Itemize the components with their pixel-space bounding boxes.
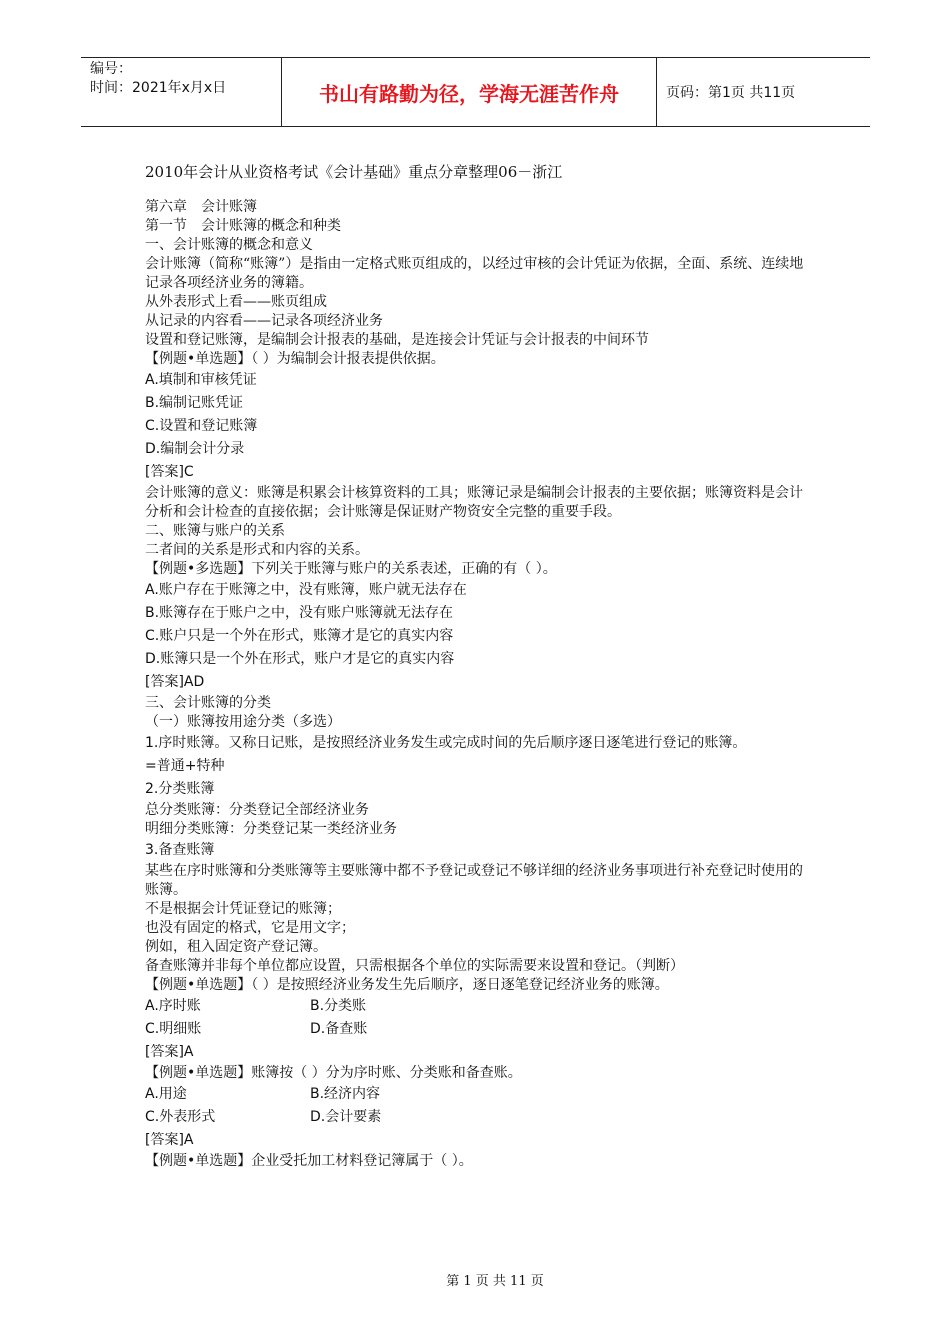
paragraph: 从外表形式上看——账页组成 [145,294,327,310]
option: C.设置和登记账簿 [145,418,258,434]
subsection-heading: 一、会计账簿的概念和意义 [145,237,313,253]
question: 【例题•单选题】账簿按（ ）分为序时账、分类账和备查账。 [145,1065,522,1081]
answer: [答案]A [145,1044,194,1060]
header-page-info: 页码：第1页 共11页 [666,85,796,101]
option: B.经济内容 [310,1086,381,1102]
document-time-label: 时间：2021年x月x日 [90,80,227,96]
paragraph: 会计账簿（简称“账簿”）是指由一定格式账页组成的，以经过审核的会计凭证为依据，全面、系统、连续地记录各项经济业务的簿籍。 [145,256,804,291]
paragraph: =普通+特种 [145,758,225,774]
option-row [145,1083,810,1106]
paragraph: 某些在序时账簿和分类账簿等主要账簿中都不予登记或登记不够详细的经济业务事项进行补充登记时使用的账簿。 [145,863,803,898]
document-number-label: 编号： [90,61,132,77]
header-meta [90,60,226,98]
question: 【例题•单选题】（ ）为编制会计报表提供依据。 [145,351,445,367]
option: D.编制会计分录 [145,441,245,457]
document-title: 2010年会计从业资格考试《会计基础》重点分章整理06－浙江 [145,163,563,181]
option: A.填制和审核凭证 [145,372,257,388]
subsection-heading: 二、账簿与账户的关系 [145,523,285,539]
paragraph: 设置和登记账簿，是编制会计报表的基础，是连接会计凭证与会计报表的中间环节 [145,332,649,348]
question: 【例题•多选题】下列关于账簿与账户的关系表述，正确的有（ ）。 [145,561,557,577]
paragraph: 3.备查账簿 [145,842,215,858]
answer: [答案]AD [145,674,205,690]
option: D.账簿只是一个外在形式，账户才是它的真实内容 [145,651,455,667]
paragraph: 例如，租入固定资产登记簿。 [145,939,327,955]
paragraph: 也没有固定的格式，它是用文字； [145,920,355,936]
option: A.用途 [145,1086,187,1102]
answer: [答案]A [145,1132,194,1148]
header-divider [656,58,657,126]
option: D.备查账 [310,1021,368,1037]
option: B.账簿存在于账户之中，没有账户账簿就无法存在 [145,605,454,621]
option-row [145,1106,810,1129]
option: D.会计要素 [310,1109,382,1125]
paragraph: 从记录的内容看——记录各项经济业务 [145,313,383,329]
question: 【例题•单选题】（ ）是按照经济业务发生先后顺序，逐日逐笔登记经济业务的账簿。 [145,977,669,993]
section-heading: 第一节 会计账簿的概念和种类 [145,218,341,234]
page-footer: 第 1 页 共 11 页 [446,1274,544,1289]
paragraph: 2.分类账簿 [145,781,215,797]
paragraph: 备查账簿并非每个单位都应设置，只需根据各个单位的实际需要来设置和登记。（判断） [145,958,684,974]
paragraph: 总分类账簿：分类登记全部经济业务 [145,802,369,818]
subsection-heading: （一）账簿按用途分类（多选） [145,714,341,730]
question: 【例题•单选题】企业受托加工材料登记簿属于（ ）。 [145,1153,473,1169]
option: B.分类账 [310,998,367,1014]
paragraph: 会计账簿的意义：账簿是积累会计核算资料的工具；账簿记录是编制会计报表的主要依据；账簿资料是会计分析和会计检查的直接依据；会计账簿是保证财产物资安全完整的重要手段。 [145,485,803,520]
option: C.外表形式 [145,1109,216,1125]
chapter-heading: 第六章 会计账簿 [145,199,257,215]
option: C.明细账 [145,1021,202,1037]
option: C.账户只是一个外在形式，账簿才是它的真实内容 [145,628,454,644]
paragraph: 二者间的关系是形式和内容的关系。 [145,542,369,558]
header-motto: 书山有路勤为径，学海无涯苦作舟 [319,81,619,106]
option: A.账户存在于账簿之中，没有账簿，账户就无法存在 [145,582,467,598]
subsection-heading: 三、会计账簿的分类 [145,695,271,711]
page-header [81,57,870,127]
paragraph: 明细分类账簿：分类登记某一类经济业务 [145,821,397,837]
option-row [145,1018,810,1041]
option: A.序时账 [145,998,201,1014]
paragraph: 不是根据会计凭证登记的账簿； [145,901,341,917]
document-body [145,198,810,1171]
option-row [145,995,810,1018]
paragraph: 1.序时账簿。又称日记账，是按照经济业务发生或完成时间的先后顺序逐日逐笔进行登记的账簿。 [145,735,747,751]
option: B.编制记账凭证 [145,395,244,411]
answer: [答案]C [145,464,194,480]
